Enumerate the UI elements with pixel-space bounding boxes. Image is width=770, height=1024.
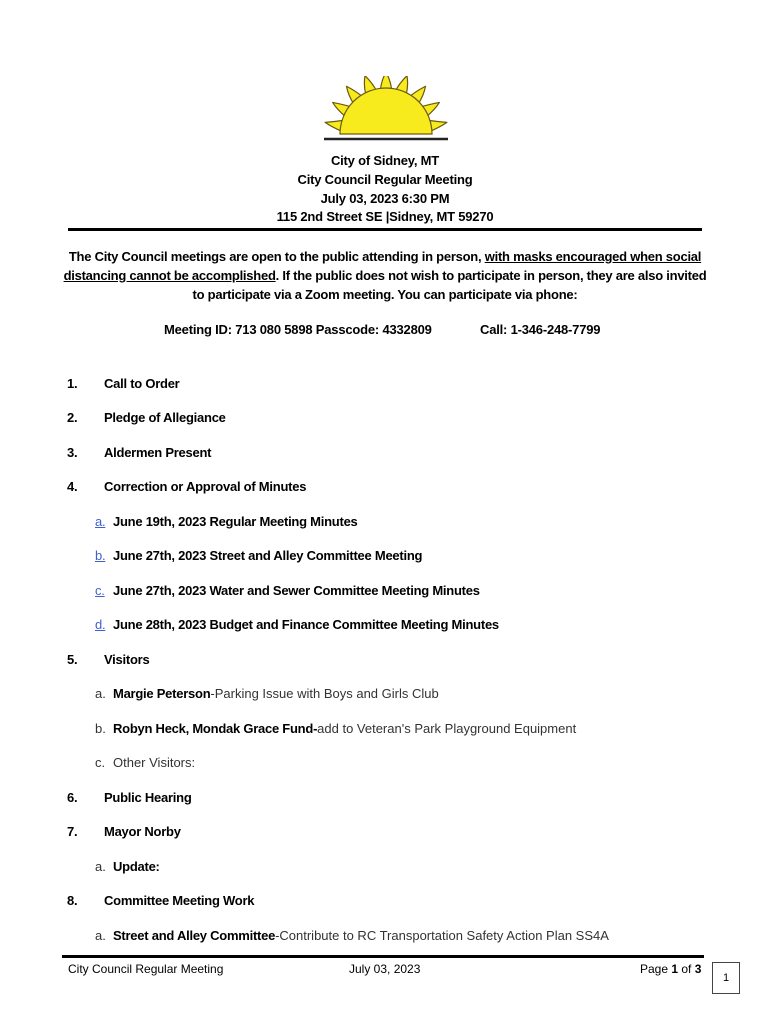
visitor-topic: Other Visitors: <box>113 755 196 770</box>
visitor-topic: add to Veteran's Park Playground Equipment <box>317 721 577 736</box>
page-current: 1 <box>671 962 679 976</box>
intro-text-1: The City Council meetings are open to the public attending in person, <box>68 249 485 264</box>
committee-sub-item <box>95 928 609 943</box>
agenda-item-label: Correction or Approval of Minutes <box>104 479 307 494</box>
visitor-item <box>95 755 195 770</box>
minutes-link-c[interactable]: c. <box>95 583 105 598</box>
footer-meeting: City Council Regular Meeting <box>68 962 224 976</box>
minutes-link-d[interactable]: d. <box>95 617 106 632</box>
agenda-item-number: 2. <box>67 410 78 425</box>
sub-letter: c. <box>95 755 106 770</box>
meeting-datetime: July 03, 2023 6:30 PM <box>320 191 450 206</box>
agenda-item-label: Visitors <box>104 652 150 667</box>
sub-letter: b. <box>95 721 106 736</box>
minutes-link-a[interactable]: a. <box>95 514 106 529</box>
agenda-item-number: 6. <box>67 790 78 805</box>
agenda-item-number: 4. <box>67 479 78 494</box>
footer-date: July 03, 2023 <box>349 962 421 976</box>
visitor-item <box>95 721 576 736</box>
sub-letter: a. <box>95 859 106 874</box>
zoom-call-number: Call: 1-346-248-7799 <box>480 322 601 337</box>
sub-letter: a. <box>95 928 106 943</box>
page-of: of <box>678 962 695 976</box>
intro-text-2: . If the public does not wish to participate in person, they are also invited to participate via a Zoom meeting. You can participate via phone: <box>192 268 707 302</box>
sun-logo-icon <box>322 76 450 142</box>
committee-name: Street and Alley Committee <box>113 928 276 943</box>
agenda-item-label: Pledge of Allegiance <box>104 410 226 425</box>
agenda-item-number: 8. <box>67 893 78 908</box>
committee-topic: -Contribute to RC Transportation Safety Action Plan SS4A <box>275 928 609 943</box>
meeting-title: City Council Regular Meeting <box>297 172 473 187</box>
minutes-item <box>95 617 499 632</box>
city-name: City of Sidney, MT <box>330 153 440 168</box>
mayor-update: Update: <box>113 859 160 874</box>
mayor-sub-item <box>95 859 160 874</box>
minutes-item-text: June 27th, 2023 Water and Sewer Committee Meeting Minutes <box>113 583 480 598</box>
page-indicator-box: 1 <box>712 962 740 994</box>
agenda-item-number: 7. <box>67 824 78 839</box>
visitor-name: Robyn Heck, Mondak Grace Fund- <box>113 721 318 736</box>
visitor-item <box>95 686 439 701</box>
header-divider <box>68 228 702 231</box>
visitor-topic: -Parking Issue with Boys and Girls Club <box>210 686 439 701</box>
agenda-item-label: Mayor Norby <box>104 824 181 839</box>
agenda-item-label: Committee Meeting Work <box>104 893 255 908</box>
minutes-item <box>95 583 480 598</box>
agenda-item-label: Call to Order <box>104 376 180 391</box>
intro-mask-notice: with masks encouraged when social distancing cannot be accomplished <box>63 249 702 283</box>
page-total: 3 <box>694 962 702 976</box>
agenda-item-label: Public Hearing <box>104 790 192 805</box>
minutes-item-text: June 19th, 2023 Regular Meeting Minutes <box>113 514 358 529</box>
sub-letter: a. <box>95 686 106 701</box>
meeting-address: 115 2nd Street SE |Sidney, MT 59270 <box>276 209 494 224</box>
agenda-item-number: 1. <box>67 376 78 391</box>
footer-page-number <box>640 962 701 976</box>
minutes-item <box>95 548 422 563</box>
agenda-item-label: Aldermen Present <box>104 445 212 460</box>
footer-divider <box>62 955 704 958</box>
agenda-item-number: 3. <box>67 445 78 460</box>
minutes-item <box>95 514 358 529</box>
intro-paragraph <box>62 247 708 304</box>
minutes-item-text: June 28th, 2023 Budget and Finance Committee Meeting Minutes <box>113 617 499 632</box>
agenda-item-number: 5. <box>67 652 78 667</box>
minutes-link-b[interactable]: b. <box>95 548 106 563</box>
page-prefix: Page <box>640 962 672 976</box>
visitor-name: Margie Peterson <box>113 686 211 701</box>
minutes-item-text: June 27th, 2023 Street and Alley Committee Meeting <box>113 548 423 563</box>
zoom-meeting-id: Meeting ID: 713 080 5898 Passcode: 4332809 <box>164 322 432 337</box>
